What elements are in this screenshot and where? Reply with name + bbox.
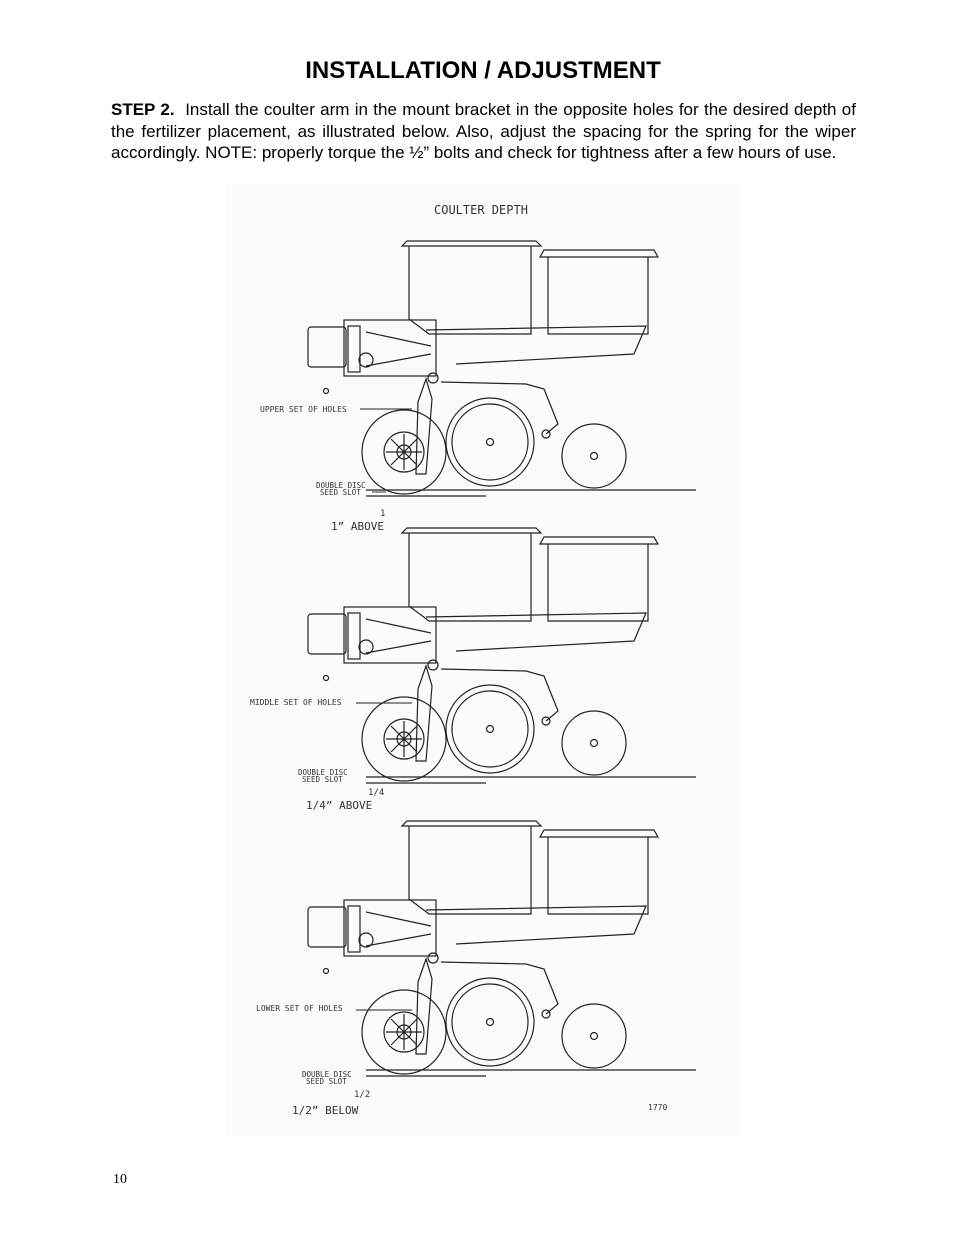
holes-label: MIDDLE SET OF HOLES — [250, 698, 342, 707]
page-number: 10 — [113, 1172, 127, 1187]
step-label: STEP 2. — [111, 100, 175, 119]
depth-caption: 1/4” ABOVE — [306, 799, 373, 812]
dimension-label: 1/2 — [354, 1090, 371, 1100]
page-title: INSTALLATION / ADJUSTMENT — [305, 57, 661, 84]
depth-caption: 1/2” BELOW — [292, 1104, 359, 1117]
panel-upper — [260, 241, 696, 533]
seed-slot-label: DOUBLE DISC — [302, 1070, 352, 1079]
coulter-depth-drawing — [226, 184, 740, 1136]
panel-lower — [256, 821, 696, 1117]
depth-caption: 1” ABOVE — [331, 520, 384, 533]
seed-slot-label: SEED SLOT — [302, 775, 343, 784]
seed-slot-label: SEED SLOT — [306, 1077, 347, 1086]
coulter-depth-figure — [226, 184, 740, 1136]
step-text: Install the coulter arm in the mount bracket in the opposite holes for the desired depth of the fertilizer placement, as illustrated below. Also, adjust the spacing for the spring for the wiper accordingly. NOTE: properly torque the ½” bolts and check for tightness after a few hours of use. — [111, 100, 856, 162]
seed-slot-label: SEED SLOT — [320, 488, 361, 497]
dimension-label: 1 — [380, 509, 386, 519]
seed-slot-label: DOUBLE DISC — [316, 481, 366, 490]
panel-middle — [250, 528, 696, 812]
holes-label: LOWER SET OF HOLES — [256, 1004, 343, 1013]
seed-slot-label: DOUBLE DISC — [298, 768, 348, 777]
dimension-label: 1/4 — [368, 788, 385, 798]
holes-label: UPPER SET OF HOLES — [260, 405, 347, 414]
figure-title: COULTER DEPTH — [434, 203, 528, 217]
drawing-number: 1770 — [648, 1103, 668, 1112]
step-paragraph — [111, 99, 856, 164]
